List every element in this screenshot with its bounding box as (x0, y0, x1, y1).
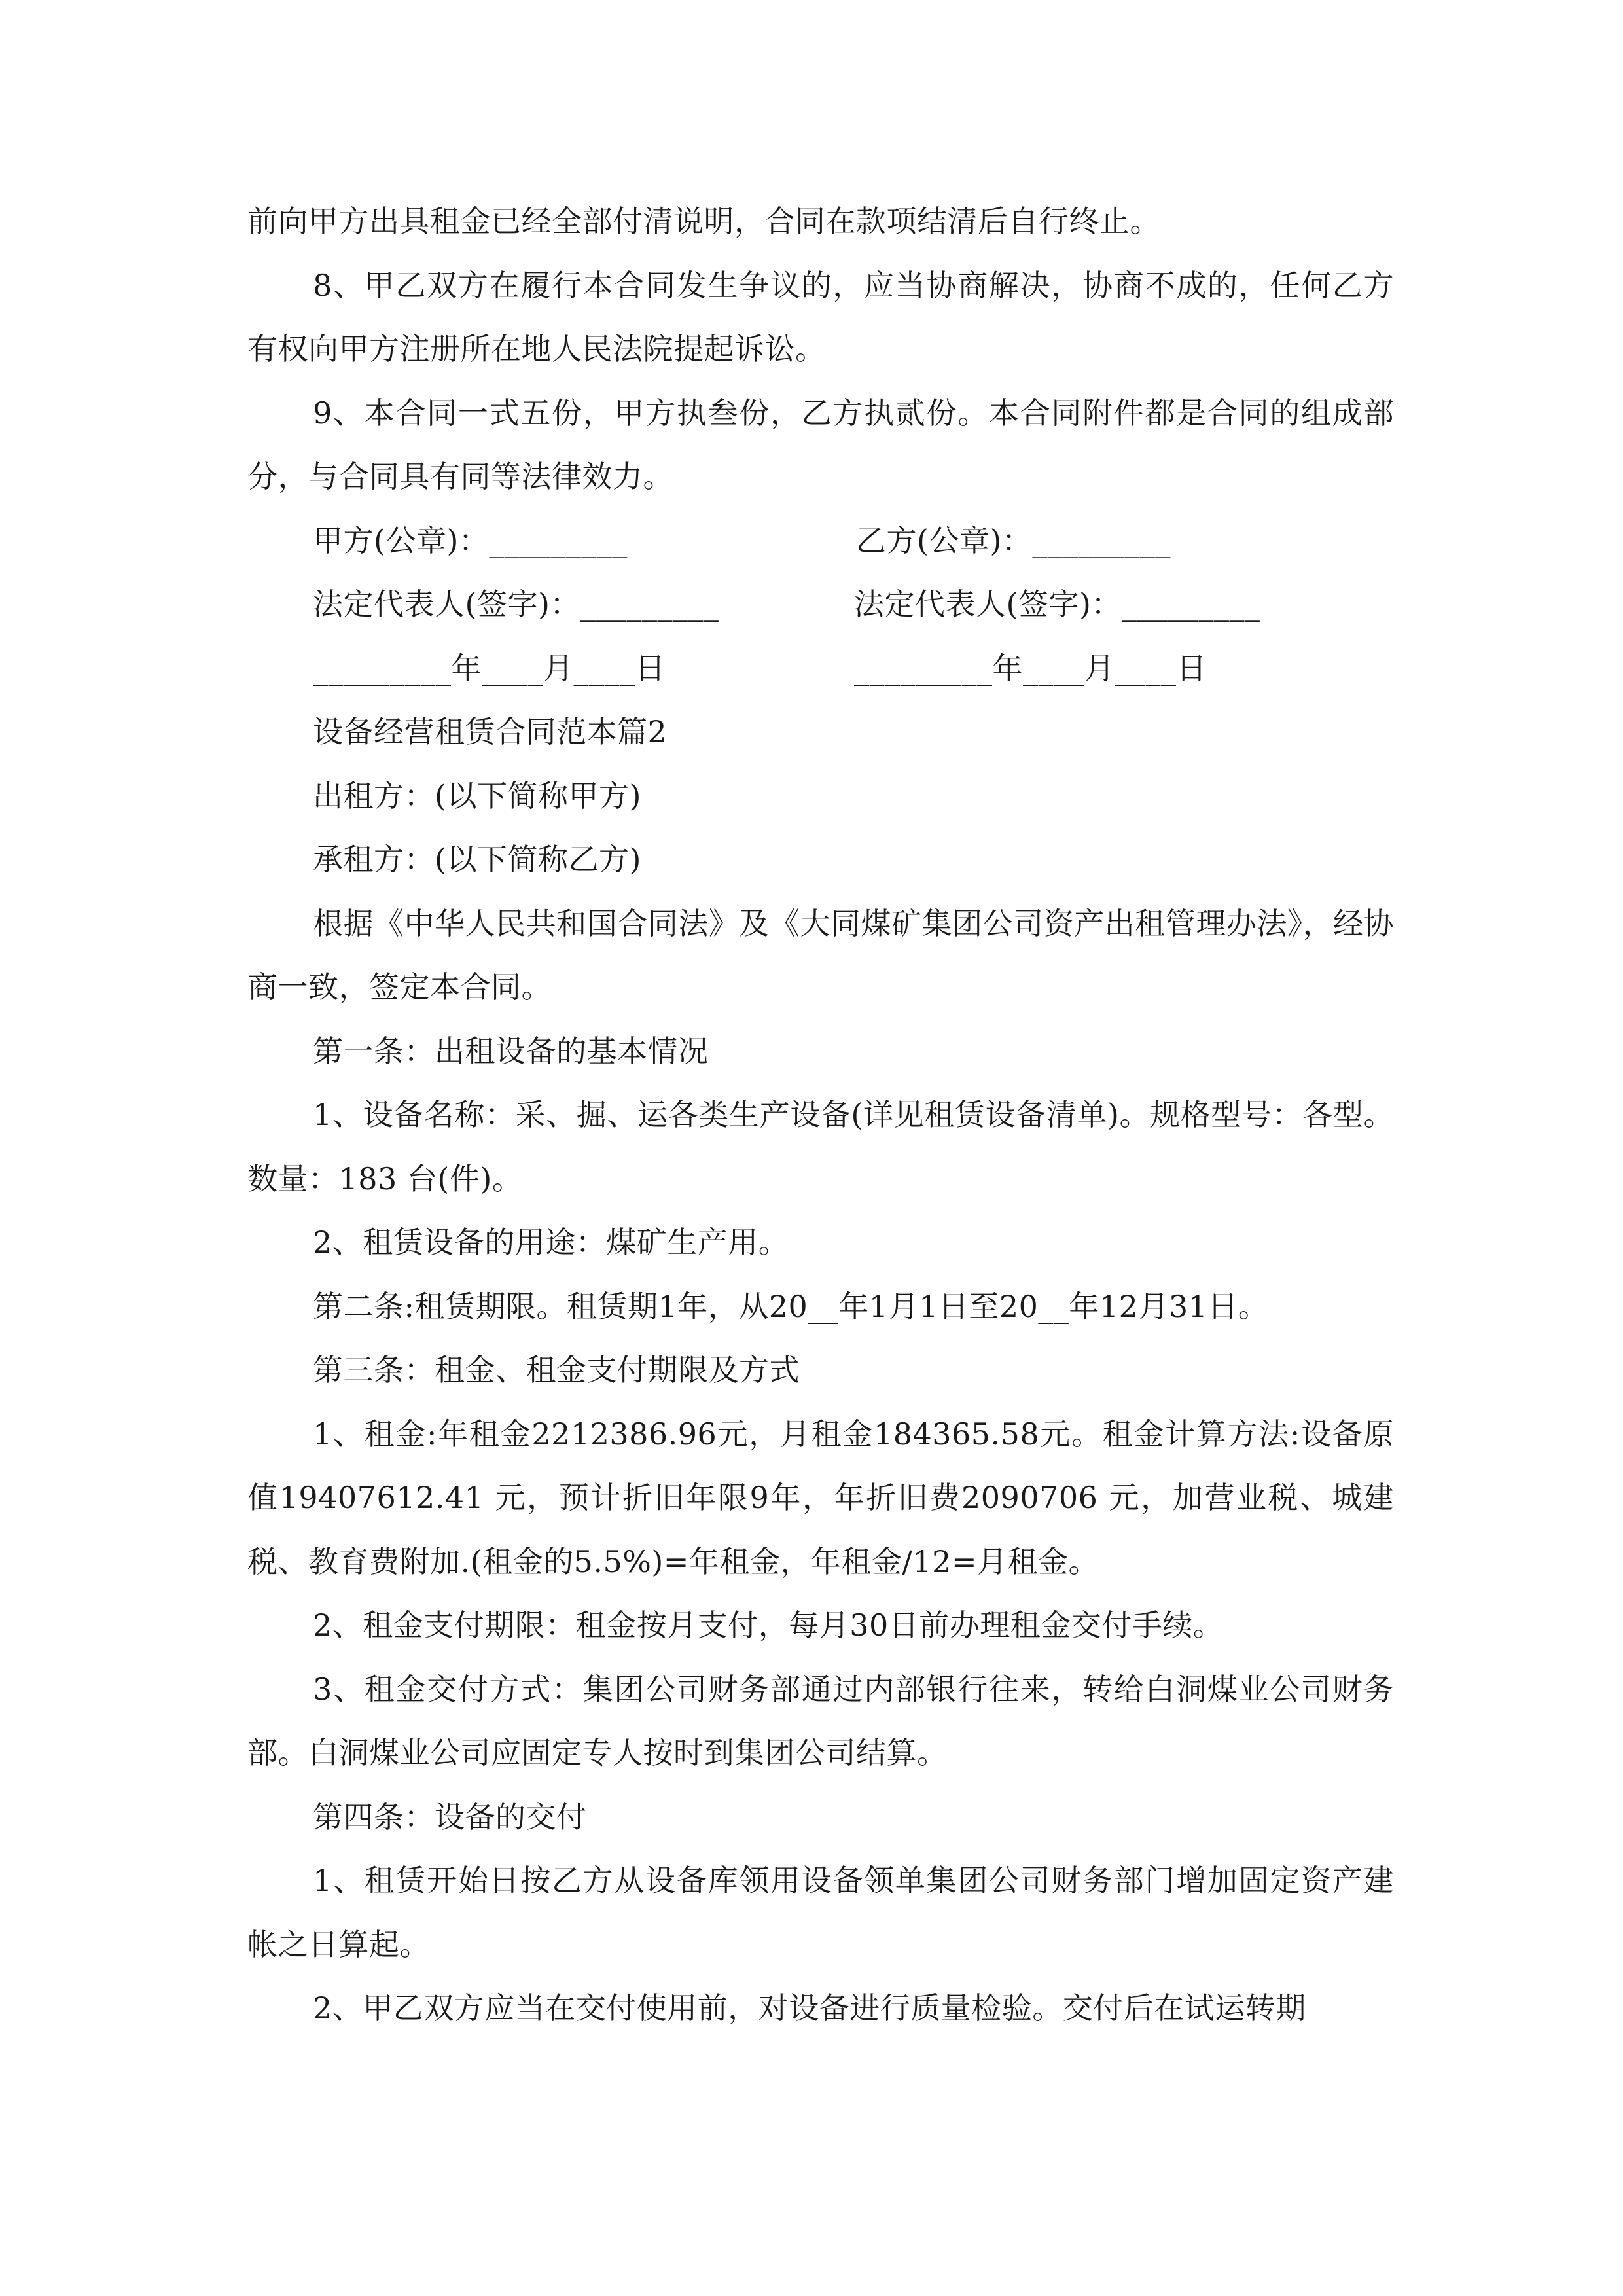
lessor-line: 出租方：(以下简称甲方) (313, 778, 641, 814)
document-body (247, 190, 1394, 2041)
article-4-heading: 第四条：设备的交付 (313, 1799, 587, 1835)
paragraph-lease-start: 1、租赁开始日按乙方从设备库领用设备领单集团公司财务部门增加固定资产建帐之日算起。 (247, 1863, 1394, 1962)
paragraph-rent-payment-method: 3、租金交付方式：集团公司财务部通过内部银行往来，转给白洞煤业公司财务部。白洞煤业公司应固定专人按时到集团公司结算。 (247, 1671, 1394, 1770)
paragraph-equipment-name: 1、设备名称：采、掘、运各类生产设备(详见租赁设备清单)。规格型号：各型。数量：183 台(件)。 (247, 1097, 1394, 1196)
paragraph-quality-inspection: 2、甲乙双方应当在交付使用前，对设备进行质量检验。交付后在试运转期 (313, 1990, 1306, 2026)
paragraph-clause-8: 8、甲乙双方在履行本合同发生争议的，应当协商解决，协商不成的，任何乙方有权向甲方注册所在地人民法院提起诉讼。 (247, 267, 1394, 367)
signature-row-representative (247, 573, 1394, 637)
signature-row-date (247, 637, 1394, 701)
paragraph-rent-amount: 1、租金:年租金2212386.96元，月租金184365.58元。租金计算方法:设备原值19407612.41 元，预计折旧年限9年，年折旧费2090706 元，加营业税、城建税、教育费附加.(租金的5.5%)=年租金，年租金/12=月租金。 (247, 1416, 1394, 1579)
party-a-representative-field: 法定代表人(签字)：_________ (313, 586, 719, 622)
party-b-representative-field: 法定代表人(签字)：_________ (854, 586, 1260, 622)
section-title-contract-2: 设备经营租赁合同范本篇2 (313, 714, 668, 749)
paragraph-clause-9: 9、本合同一式五份，甲方执叁份，乙方执贰份。本合同附件都是合同的组成部分，与合同具有同等法律效力。 (247, 395, 1394, 494)
paragraph-rent-period: 2、租金支付期限：租金按月支付，每月30日前办理租金交付手续。 (313, 1607, 1224, 1643)
article-1-heading: 第一条：出租设备的基本情况 (313, 1033, 709, 1069)
article-3-heading: 第三条：租金、租金支付期限及方式 (313, 1352, 800, 1388)
party-a-seal-field: 甲方(公章)：_________ (313, 522, 628, 558)
party-b-seal-field: 乙方(公章)：_________ (856, 522, 1171, 558)
paragraph-termination: 前向甲方出具租金已经全部付清说明，合同在款项结清后自行终止。 (247, 204, 1160, 239)
signature-row-seal (247, 509, 1394, 573)
paragraph-equipment-use: 2、租赁设备的用途：煤矿生产用。 (313, 1225, 789, 1260)
paragraph-legal-basis: 根据《中华人民共和国合同法》及《大同煤矿集团公司资产出租管理办法》，经协商一致，签定本合同。 (247, 905, 1394, 1005)
party-b-date-field: _________年____月____日 (854, 650, 1207, 686)
lessee-line: 承租方：(以下简称乙方) (313, 842, 641, 877)
party-a-date-field: _________年____月____日 (313, 650, 666, 686)
article-2-lease-term: 第二条:租赁期限。租赁期1年，从20__年1月1日至20__年12月31日。 (313, 1288, 1269, 1324)
